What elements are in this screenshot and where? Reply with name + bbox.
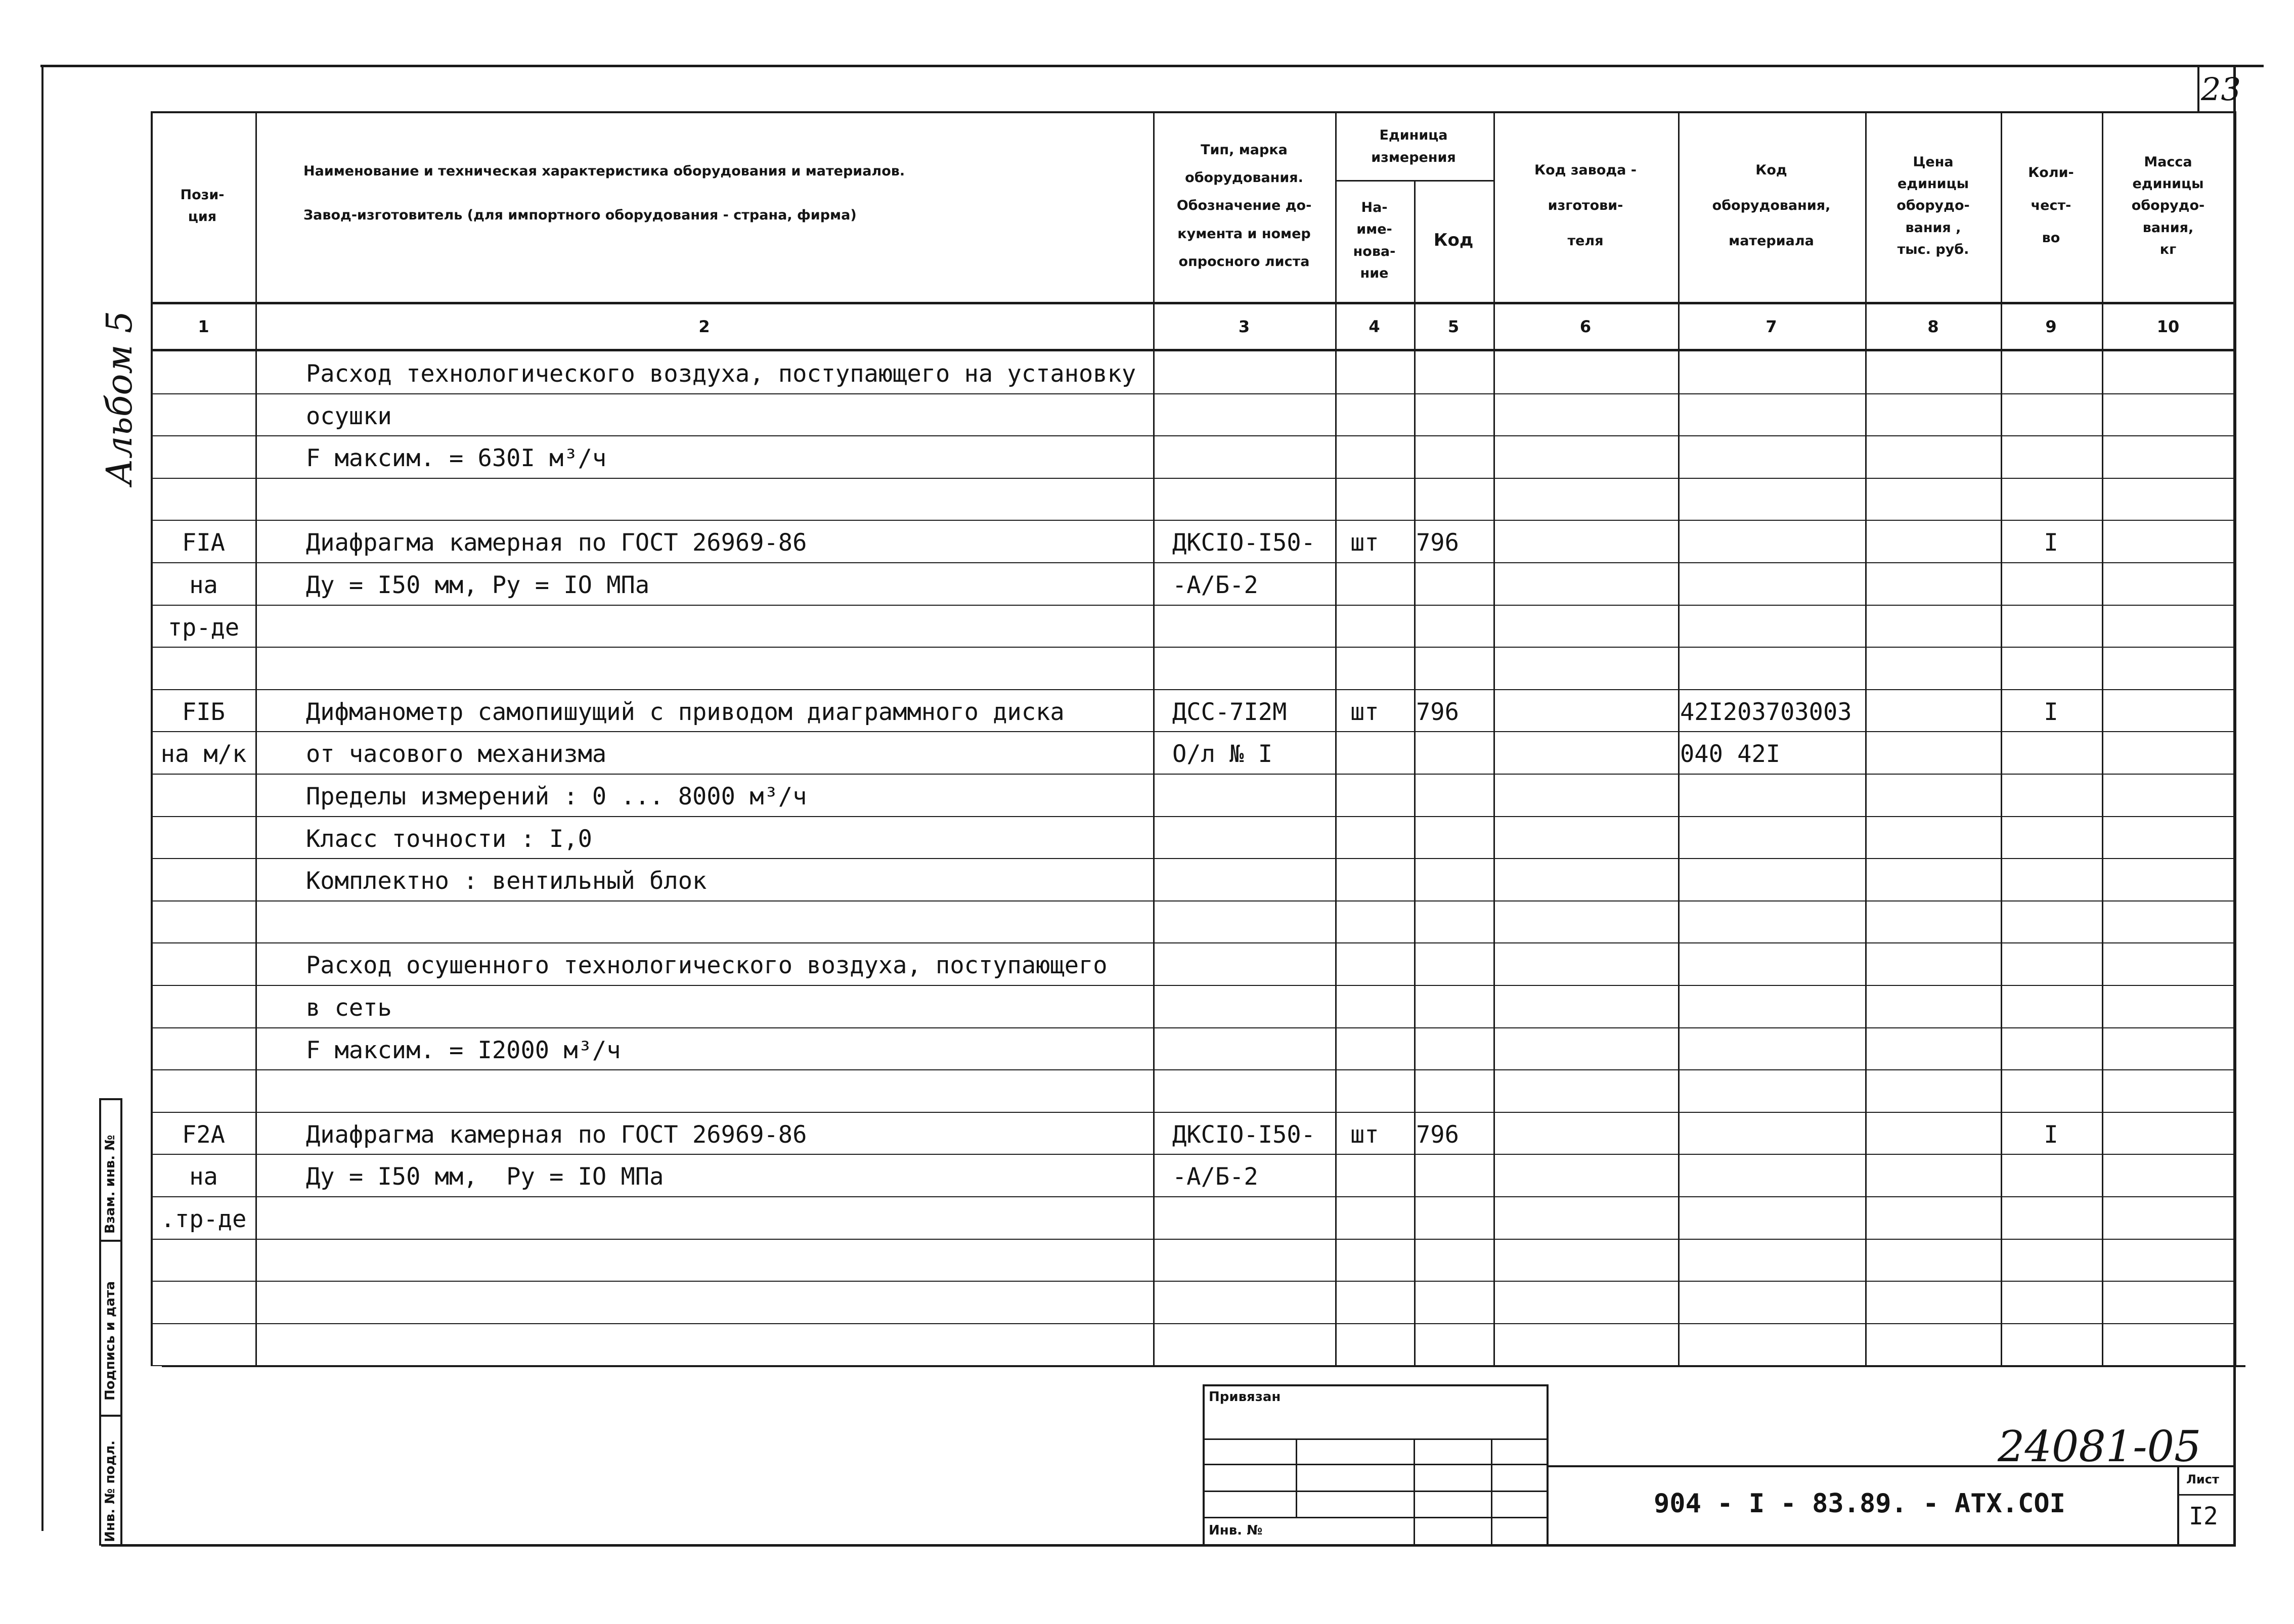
header-equip-code: Код оборудования, материала [1712, 162, 1831, 249]
frame-top [40, 65, 2264, 67]
cell-pos: .тр-де [160, 1205, 247, 1233]
column-number-2: 2 [698, 317, 710, 336]
cell-name: Ду = I50 мм, Ру = IO МПа [306, 571, 650, 599]
header-price: Цена единицы оборудо- вания , тыс. руб. [1896, 154, 1970, 257]
header-unit: Единица измерения [1371, 127, 1456, 165]
cell-type: ДСС-7I2М [1172, 698, 1287, 726]
cell-name: Дифманометр самопишущий с приводом диаграммного диска [306, 698, 1065, 726]
cell-pos: тр-де [167, 614, 240, 642]
cell-code: 796 [1416, 1121, 1459, 1149]
header-qty: Коли- чест- во [2028, 164, 2074, 246]
cell-name: Ду = I50 мм, Ру = IO МПа [306, 1163, 664, 1191]
cell-type: О/л № I [1172, 740, 1273, 768]
cell-name: Диафрагма камерная по ГОСТ 26969-86 [306, 529, 807, 557]
cell-name: Диафрагма камерная по ГОСТ 26969-86 [306, 1121, 807, 1149]
sheet-number: 23 [2201, 71, 2241, 108]
cell-pos: FIA [182, 529, 225, 557]
header-name: Наименование и техническая характеристика оборудования и материалов. Завод-изготовитель (для импортного оборудования - страна, фирма) [303, 163, 905, 223]
cell-code: 796 [1416, 698, 1459, 726]
cell-name: F максим. = 630I м³/ч [306, 444, 607, 472]
header-unit-code: Код [1433, 230, 1474, 251]
sheet-value: I2 [2189, 1502, 2218, 1530]
cell-pos: FIБ [182, 698, 225, 726]
header-position: Пози- ция [180, 187, 225, 224]
cell-name: от часового механизма [306, 740, 607, 768]
header-mass: Масса единицы оборудо- вания, кг [2131, 154, 2205, 257]
column-number-5: 5 [1447, 317, 1460, 336]
header-type: Тип, марка оборудования. Обозначение до- кумента и номер опросного листа [1176, 142, 1312, 270]
cell-name: Комплектно : вентильный блок [306, 867, 707, 895]
cell-name: Расход технологического воздуха, поступающего на установку [306, 360, 1136, 388]
cell-qty: I [2044, 529, 2058, 557]
drawing-number: 24081-05 [1998, 1422, 2201, 1471]
cell-pos: F2A [182, 1121, 225, 1149]
cell-pos: на м/к [160, 740, 247, 768]
column-number-6: 6 [1579, 317, 1592, 336]
stamp-original-inv: Инв. № подл. [103, 1440, 118, 1542]
column-number-1: 1 [198, 317, 209, 336]
stamp-inv-no: Инв. № [1209, 1523, 1263, 1538]
cell-name: Расход осушенного технологического воздуха, поступающего [306, 952, 1108, 979]
sheet-label: Лист [2186, 1472, 2219, 1486]
header-maker-code: Код завода - изготови- теля [1534, 162, 1637, 249]
cell-type: ДКСIO-I50- [1172, 529, 1315, 557]
cell-name: Класс точности : I,0 [306, 825, 592, 853]
column-number-3: 3 [1238, 317, 1250, 336]
cell-code: 796 [1416, 529, 1459, 557]
cell-pos: на [189, 571, 218, 599]
column-number-9: 9 [2045, 317, 2057, 336]
cell-unit: шт [1350, 529, 1379, 557]
cell-unit: шт [1350, 698, 1379, 726]
cell-name: F максим. = I2000 м³/ч [306, 1036, 621, 1064]
cell-qty: I [2044, 698, 2058, 726]
cell-type: -А/Б-2 [1172, 1163, 1258, 1191]
column-number-7: 7 [1766, 317, 1777, 336]
cell-qty: I [2044, 1121, 2058, 1149]
cell-pos: на [189, 1163, 218, 1191]
cell-type: ДКСIO-I50- [1172, 1121, 1315, 1149]
frame-left [41, 65, 43, 1531]
stamp-tied: Привязан [1209, 1389, 1281, 1405]
header-unit-name: На- име- нова- ние [1353, 200, 1396, 281]
column-number-4: 4 [1369, 317, 1380, 336]
frame-bottom [101, 1544, 2236, 1547]
cell-type: -А/Б-2 [1172, 571, 1258, 599]
column-number-10: 10 [2156, 317, 2180, 336]
document-code: 904 - I - 83.89. - АТХ.СОI [1654, 1488, 2065, 1519]
cell-name: осушки [306, 402, 392, 430]
cell-name: Пределы измерений : 0 ... 8000 м³/ч [306, 783, 807, 810]
stamp-replace-inv: Взам. инв. № [103, 1135, 118, 1234]
column-number-8: 8 [1927, 317, 1939, 336]
stamp-signature-date: Подпись и дата [103, 1281, 118, 1401]
cell-unit: шт [1350, 1121, 1379, 1149]
cell-name: в сеть [306, 994, 392, 1022]
album-label: Альбом 5 [99, 310, 140, 485]
cell-equip: 42I203703003 [1680, 698, 1852, 726]
cell-equip: 040 42I [1680, 740, 1781, 768]
